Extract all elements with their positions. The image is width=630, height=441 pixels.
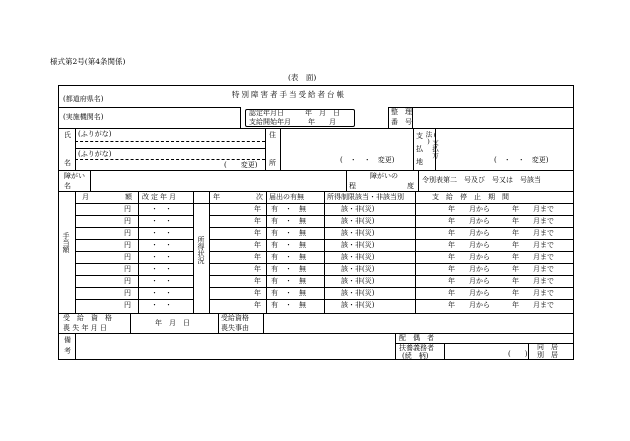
amount-yen: 円 <box>124 229 131 237</box>
revision-dots: ・ ・ <box>151 217 172 225</box>
suspension-to: 年 月まで <box>512 277 554 285</box>
month-header: 月 <box>82 193 89 201</box>
suspension-to: 年 月まで <box>512 205 554 213</box>
revision-dots: ・ ・ <box>151 289 172 297</box>
form-number: 様式第2号(第4条関係) <box>50 57 126 66</box>
loss-date-label-1: 受 給 資 格 <box>63 314 112 322</box>
report-choice: 有 ・ 無 <box>271 205 306 213</box>
income-year: 年 <box>254 277 261 285</box>
report-choice: 有 ・ 無 <box>271 229 306 237</box>
report-choice: 有 ・ 無 <box>271 241 306 249</box>
dependent-label-2: (続 柄) <box>402 352 429 360</box>
amount-yen: 円 <box>124 265 131 273</box>
income-side-label: 所得状況 <box>197 236 205 264</box>
pay-change: ( ・ ・ 変更) <box>494 156 549 164</box>
report-choice: 有 ・ 無 <box>271 265 306 273</box>
address-label-1: 住 <box>269 131 276 139</box>
suspension-header: 支 給 停 止 期 間 <box>432 193 509 201</box>
revision-dots: ・ ・ <box>151 241 172 249</box>
side-label: (表 面) <box>288 73 317 82</box>
pay-label-3: 地 <box>416 158 423 166</box>
disability-label: 障がい <box>64 172 85 180</box>
limit-choice: 該・非(災) <box>341 253 375 261</box>
year-header: 年 <box>213 193 220 201</box>
row-line-right <box>209 287 574 288</box>
limit-choice: 該・非(災) <box>341 265 375 273</box>
report-header: 届出の有無 <box>269 193 304 201</box>
degree-label: 障がいの <box>370 172 398 180</box>
address-change: ( ・ ・ 変更) <box>340 156 395 164</box>
report-choice: 有 ・ 無 <box>271 277 306 285</box>
degree-text: 令別表第二 号及び 号又は 号該当 <box>422 176 541 184</box>
degree-label-3: 度 <box>407 182 414 190</box>
suspension-from: 年 月から <box>448 241 490 249</box>
limit-header: 所得制限該当・非該当別 <box>327 193 404 201</box>
limit-choice: 該・非(災) <box>341 205 375 213</box>
amount-yen: 円 <box>124 253 131 261</box>
suspension-from: 年 月から <box>448 277 490 285</box>
row-line-right <box>209 263 574 264</box>
row-line-left <box>75 239 193 240</box>
suspension-from: 年 月から <box>448 265 490 273</box>
amount-yen: 円 <box>124 205 131 213</box>
income-year: 年 <box>254 229 261 237</box>
limit-choice: 該・非(災) <box>341 289 375 297</box>
amount-yen: 円 <box>124 277 131 285</box>
loss-date-value: 年 月 日 <box>155 319 190 327</box>
suspension-to: 年 月まで <box>512 301 554 309</box>
pay-label-1: 支 <box>416 132 423 140</box>
row-line-right <box>209 299 574 300</box>
suspension-to: 年 月まで <box>512 289 554 297</box>
remarks-label-2: 考 <box>64 347 71 355</box>
cohabit-label: 同 居 <box>537 343 558 351</box>
separate-label: 別 居 <box>537 351 558 359</box>
ledger-title: 特別障害者手当受給者台帳 <box>232 90 346 99</box>
agency-label: (実施機関名) <box>63 113 104 121</box>
suspension-from: 年 月から <box>448 253 490 261</box>
seiri-label-2: 番 号 <box>391 118 412 126</box>
revision-dots: ・ ・ <box>151 265 172 273</box>
suspension-from: 年 月から <box>448 205 490 213</box>
row-line-left <box>75 227 193 228</box>
period-header: 次 <box>256 193 263 201</box>
start-month-label: 支給開始年月 <box>249 118 291 126</box>
report-choice: 有 ・ 無 <box>271 217 306 225</box>
row-line-right <box>209 239 574 240</box>
seiri-label-1: 整 理 <box>391 108 412 116</box>
name-label-1: 氏 <box>64 131 71 139</box>
suspension-to: 年 月まで <box>512 253 554 261</box>
pay-label-2: 払 <box>416 145 423 153</box>
degree-label-2: 程 <box>349 182 356 190</box>
row-line-left <box>75 251 193 252</box>
remarks-label-1: 備 <box>64 336 71 344</box>
loss-date-label-2: 喪 失 年 月 日 <box>63 324 107 332</box>
pay-method-label: (支払方法) <box>424 131 439 159</box>
relation-paren: ( ) <box>508 350 528 358</box>
amount-yen: 円 <box>124 289 131 297</box>
row-line-left <box>75 215 193 216</box>
loss-reason-label-2: 喪失事由 <box>221 324 249 332</box>
row-line-right <box>209 215 574 216</box>
row-line-right <box>209 227 574 228</box>
suspension-to: 年 月まで <box>512 217 554 225</box>
suspension-from: 年 月から <box>448 217 490 225</box>
cert-date-label: 認定年月日 <box>249 109 284 117</box>
address-label-2: 所 <box>269 159 276 167</box>
suspension-from: 年 月から <box>448 229 490 237</box>
suspension-from: 年 月から <box>448 289 490 297</box>
row-line-right <box>209 251 574 252</box>
revision-dots: ・ ・ <box>151 205 172 213</box>
report-choice: 有 ・ 無 <box>271 253 306 261</box>
name-label-2: 名 <box>64 159 71 167</box>
amount-yen: 円 <box>124 217 131 225</box>
amount-yen: 円 <box>124 301 131 309</box>
suspension-to: 年 月まで <box>512 265 554 273</box>
row-line-left <box>75 287 193 288</box>
row-line-left <box>75 275 193 276</box>
name-change: ( 変更) <box>224 161 258 169</box>
row-line-left <box>75 299 193 300</box>
dependent-label-1: 扶養義務者 <box>399 344 434 352</box>
income-year: 年 <box>254 241 261 249</box>
start-month-value: 年 月 <box>308 118 336 126</box>
income-year: 年 <box>254 253 261 261</box>
limit-choice: 該・非(災) <box>341 217 375 225</box>
limit-choice: 該・非(災) <box>341 277 375 285</box>
report-choice: 有 ・ 無 <box>271 301 306 309</box>
revision-header: 改定年月 <box>142 193 178 201</box>
spouse-label: 配 偶 者 <box>399 334 434 342</box>
revision-dots: ・ ・ <box>151 253 172 261</box>
income-year: 年 <box>254 265 261 273</box>
loss-reason-label-1: 受給資格 <box>221 314 249 322</box>
suspension-to: 年 月まで <box>512 229 554 237</box>
amount-yen: 円 <box>124 241 131 249</box>
revision-dots: ・ ・ <box>151 301 172 309</box>
disability-label-2: 名 <box>64 182 71 190</box>
furigana-1: (ふりがな) <box>78 130 112 138</box>
limit-choice: 該・非(災) <box>341 301 375 309</box>
revision-dots: ・ ・ <box>151 229 172 237</box>
amount-header: 額 <box>125 193 132 201</box>
allowance-side-label: 手当額 <box>62 232 70 253</box>
income-year: 年 <box>254 301 261 309</box>
report-choice: 有 ・ 無 <box>271 289 306 297</box>
suspension-from: 年 月から <box>448 301 490 309</box>
prefecture-label: (都道府県名) <box>63 95 104 103</box>
cert-date-value: 年 月 日 <box>305 109 340 117</box>
limit-choice: 該・非(災) <box>341 241 375 249</box>
limit-choice: 該・非(災) <box>341 229 375 237</box>
row-line-right <box>209 275 574 276</box>
furigana-2: (ふりがな) <box>78 150 112 158</box>
income-year: 年 <box>254 217 261 225</box>
income-year: 年 <box>254 289 261 297</box>
row-line-left <box>75 263 193 264</box>
suspension-to: 年 月まで <box>512 241 554 249</box>
revision-dots: ・ ・ <box>151 277 172 285</box>
income-year: 年 <box>254 205 261 213</box>
